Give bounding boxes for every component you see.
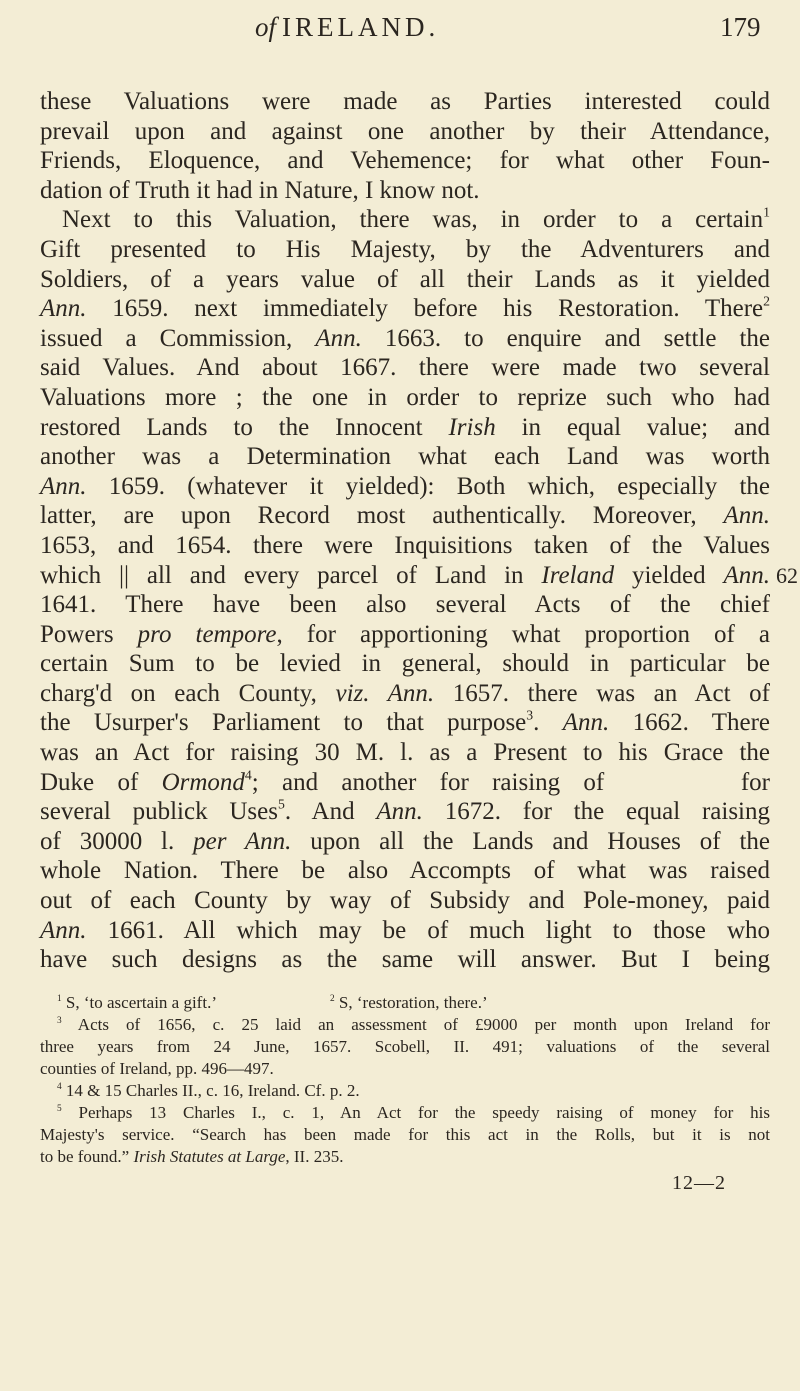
footnote-line xyxy=(40,1080,770,1102)
footnote-ref: 5 xyxy=(57,1104,62,1114)
text-segment: Valuations more ; the one in order to reprize such who had xyxy=(40,383,770,411)
text-segment: dation of Truth it had in Nature, I know not. xyxy=(40,176,480,204)
page-number: 179 xyxy=(720,12,761,42)
text-segment: 1641. There have been also several Acts of the chief xyxy=(40,591,770,619)
text-line xyxy=(40,205,770,235)
footnote-ref: 5 xyxy=(277,796,285,812)
text-segment: counties of Ireland, pp. 496—497. xyxy=(40,1059,274,1078)
text-segment: Acts of 1656, c. 25 laid an assessment of £9000 per month upon Ireland for xyxy=(61,1015,770,1034)
text-segment: 1663. to enquire and settle the xyxy=(361,324,770,352)
text-segment: Irish xyxy=(448,413,496,441)
text-line xyxy=(40,235,770,265)
text-line xyxy=(40,87,770,117)
text-segment: these Valuations were made as Parties interested could xyxy=(40,88,770,115)
text-segment: Ormond xyxy=(161,768,245,796)
footnotes xyxy=(40,992,770,1168)
text-segment: Soldiers, of a years value of all their Lands as it yielded xyxy=(40,265,770,293)
text-segment: Next to this Valuation, there was, in order to a certain xyxy=(62,206,764,234)
text-segment: Ann. xyxy=(40,295,87,323)
text-segment: S, ‘restoration, there.’ xyxy=(334,993,488,1012)
text-segment: , for apportioning what proportion of a xyxy=(276,620,770,648)
footnote-second-column xyxy=(330,992,488,1014)
text-line xyxy=(40,561,798,591)
signature-mark: 12—2 xyxy=(672,1172,726,1194)
text-segment: viz. Ann. xyxy=(335,679,435,707)
text-segment: said Values. And about 1667. there were made two several xyxy=(40,354,770,382)
text-line xyxy=(40,413,770,443)
text-line xyxy=(40,945,770,975)
text-segment: for xyxy=(717,768,770,796)
text-line xyxy=(40,590,770,620)
text-segment: out of each County by way of Subsidy and Pole-money, paid xyxy=(40,887,770,915)
text-line xyxy=(40,886,770,916)
text-segment: 1653, and 1654. there were Inquisitions taken of the Values xyxy=(40,531,770,559)
text-segment: pro tempore xyxy=(137,620,277,648)
text-segment: Majesty's service. “Search has been made for this act in the Rolls, but it is not xyxy=(40,1125,770,1144)
text-line xyxy=(40,768,770,798)
footnote-line xyxy=(40,1014,770,1036)
text-segment: which || all and every parcel of Land in xyxy=(40,561,542,589)
text-segment: per Ann. xyxy=(193,827,292,855)
text-segment: certain Sum to be levied in general, should in particular be xyxy=(40,650,770,678)
text-segment: Ann. xyxy=(723,561,770,589)
text-segment: . And xyxy=(284,798,377,826)
text-line xyxy=(40,324,770,354)
footnote-ref: 4 xyxy=(244,767,252,783)
text-segment: 1659. next immediately before his Restoration. There xyxy=(86,295,764,323)
text-segment: , II. 235. xyxy=(285,1147,344,1166)
header-title: IRELAND. xyxy=(282,12,440,42)
text-segment: 1662. There xyxy=(609,709,771,737)
margin-note: 62 xyxy=(776,562,798,588)
text-segment: Ann. xyxy=(376,798,423,826)
text-line xyxy=(40,442,770,472)
text-segment: 1661. All which may be of much light to those who xyxy=(86,916,770,944)
text-segment: prevail upon and against one another by their Attendance, xyxy=(40,117,770,145)
text-line xyxy=(40,679,770,709)
footnote-line xyxy=(40,1124,770,1146)
text-segment: Ann. xyxy=(723,502,770,530)
text-segment: 14 & 15 Charles II., c. 16, Ireland. Cf. p. 2. xyxy=(61,1081,360,1100)
text-segment: to be found.” xyxy=(40,1147,134,1166)
text-line xyxy=(40,176,770,206)
text-segment: Powers xyxy=(40,620,138,648)
text-segment: in equal value; and xyxy=(495,413,770,441)
text-segment: whole Nation. There be also Accompts of what was raised xyxy=(40,857,770,885)
text-segment: ; and another for raising of xyxy=(251,768,628,796)
text-segment: three years from 24 June, 1657. Scobell, II. 491; valuations of the several xyxy=(40,1037,770,1056)
footnote-line xyxy=(40,1146,770,1168)
text-segment: upon all the Lands and Houses of the xyxy=(291,827,770,855)
text-segment: issued a Commission, xyxy=(40,324,316,352)
text-segment: the Usurper's Parliament to that purpose xyxy=(40,709,527,737)
text-line xyxy=(40,472,770,502)
text-segment: yielded xyxy=(614,561,724,589)
text-segment: Irish Statutes at Large xyxy=(133,1147,286,1166)
text-segment: of 30000 l. xyxy=(40,827,194,855)
footnote-ref: 1 xyxy=(57,994,62,1004)
text-segment: Friends, Eloquence, and Vehemence; for what other Foun- xyxy=(40,147,770,175)
text-line xyxy=(40,353,770,383)
text-line xyxy=(40,916,770,946)
text-segment: another was a Determination what each Land was worth xyxy=(40,443,770,471)
text-segment: restored Lands to the Innocent xyxy=(40,413,449,441)
footnote-ref: 3 xyxy=(57,1016,62,1026)
footnote-line xyxy=(40,1058,770,1080)
text-segment: several publick Uses xyxy=(40,798,278,826)
text-segment: have such designs as the same will answer. But I being xyxy=(40,946,770,974)
text-line xyxy=(40,501,770,531)
text-segment: Ann. xyxy=(315,324,362,352)
text-segment: charg'd on each County, xyxy=(40,679,336,707)
footnote-ref: 1 xyxy=(763,205,770,221)
text-line xyxy=(40,531,770,561)
text-segment: S, ‘to ascertain a gift.’ xyxy=(61,993,217,1012)
text-line xyxy=(40,146,770,176)
header-prefix: of xyxy=(255,12,277,42)
text-segment: was an Act for raising 30 M. l. as a Present to his Grace the xyxy=(40,739,770,767)
text-segment: Ann. xyxy=(40,472,87,500)
footnote-ref: 2 xyxy=(330,994,335,1004)
footnote-line xyxy=(40,992,770,1014)
text-line xyxy=(40,265,770,295)
text-segment: . xyxy=(533,709,563,737)
running-header xyxy=(255,12,439,43)
text-segment: 1659. (whatever it yielded): Both which, especially the xyxy=(86,472,770,500)
footnote-line xyxy=(40,1102,770,1124)
text-segment: 1672. for the equal raising xyxy=(422,798,770,826)
text-segment: Duke of xyxy=(40,768,162,796)
text-segment: Perhaps 13 Charles I., c. 1, An Act for the speedy raising of money for his xyxy=(61,1103,770,1122)
body-text xyxy=(40,87,798,975)
text-line xyxy=(40,797,770,827)
text-segment: Ann. xyxy=(40,916,87,944)
text-segment: 1657. there was an Act of xyxy=(434,679,770,707)
text-line xyxy=(40,294,770,324)
text-line xyxy=(40,649,770,679)
text-line xyxy=(40,117,770,147)
footnote-ref: 3 xyxy=(526,708,534,724)
text-segment: latter, are upon Record most authentically. Moreover, xyxy=(40,502,724,530)
footnote-ref: 4 xyxy=(57,1082,62,1092)
text-segment: Ann. xyxy=(562,709,610,737)
text-segment: Gift presented to His Majesty, by the Adventurers and xyxy=(40,235,770,263)
text-line xyxy=(40,383,770,413)
text-line xyxy=(40,620,770,650)
text-line xyxy=(40,856,770,886)
text-line xyxy=(40,738,770,768)
text-line xyxy=(40,827,770,857)
text-line xyxy=(40,708,770,738)
footnote-line xyxy=(40,1036,770,1058)
footnote-ref: 2 xyxy=(763,293,770,309)
text-segment: Ireland xyxy=(541,561,615,589)
